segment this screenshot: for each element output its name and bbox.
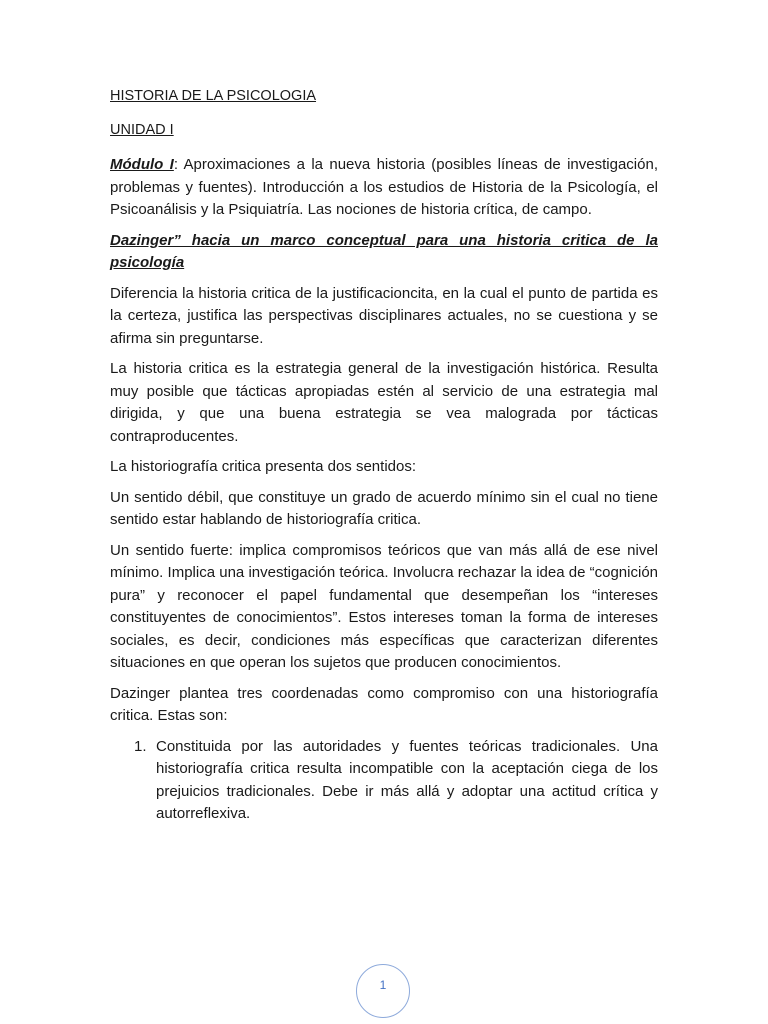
paragraph: La historiografía critica presenta dos sentidos: bbox=[110, 458, 416, 475]
paragraph: Dazinger plantea tres coordenadas como compromiso con una historiografía critica. Estas son: bbox=[110, 684, 658, 724]
numbered-list bbox=[110, 736, 658, 826]
page-number-badge bbox=[356, 964, 410, 1018]
module-label: Módulo I bbox=[110, 156, 174, 173]
list-item-number: 1. bbox=[134, 737, 147, 755]
document-page bbox=[110, 86, 658, 826]
module-text: : Aproximaciones a la nueva historia (posibles líneas de investigación, problemas y fuentes). Introducción a los estudios de Historia de la Psicología, el Psicoanálisis y la Psiquiatría. Las nociones de historia crítica, de campo. bbox=[110, 156, 658, 218]
list-item-text: Constituida por las autoridades y fuentes teóricas tradicionales. Una historiografía critica resulta incompatible con la aceptación ciega de los prejuicios tradicionales. Debe ir más allá y adoptar una actitud crítica y autorreflexiva. bbox=[156, 737, 658, 822]
paragraph: Un sentido fuerte: implica compromisos teóricos que van más allá de ese nivel mínimo. Implica una investigación teórica. Involucra rechazar la idea de “cognición pura” y reconocer el papel fundamental que desempeñan los “intereses constituyentes de conocimientos”. Estos intereses toman la forma de intereses sociales, es decir, condiciones más específicas que caracterizan diferentes situaciones en que operan los sujetos que producen conocimientos. bbox=[110, 541, 658, 671]
document-title: HISTORIA DE LA PSICOLOGIA bbox=[110, 88, 317, 104]
module-paragraph bbox=[110, 154, 658, 222]
section-title: Dazinger” hacia un marco conceptual para una historia critica de la psicología bbox=[110, 231, 658, 271]
list-item bbox=[110, 736, 658, 826]
unit-heading: UNIDAD I bbox=[110, 122, 174, 138]
paragraph: Diferencia la historia critica de la justificacioncita, en la cual el punto de partida es la certeza, justifica las perspectivas disciplinares actuales, no se cuestiona y se afirma sin preguntarse. bbox=[110, 284, 658, 347]
paragraph: Un sentido débil, que constituye un grado de acuerdo mínimo sin el cual no tiene sentido estar hablando de historiografía critica. bbox=[110, 488, 658, 528]
paragraph: La historia critica es la estrategia general de la investigación histórica. Resulta muy posible que tácticas apropiadas estén al servicio de una estrategia mal dirigida, y que una buena estrategia se vea malograda por tácticas contraproducentes. bbox=[110, 360, 658, 445]
page-number: 1 bbox=[379, 978, 387, 992]
